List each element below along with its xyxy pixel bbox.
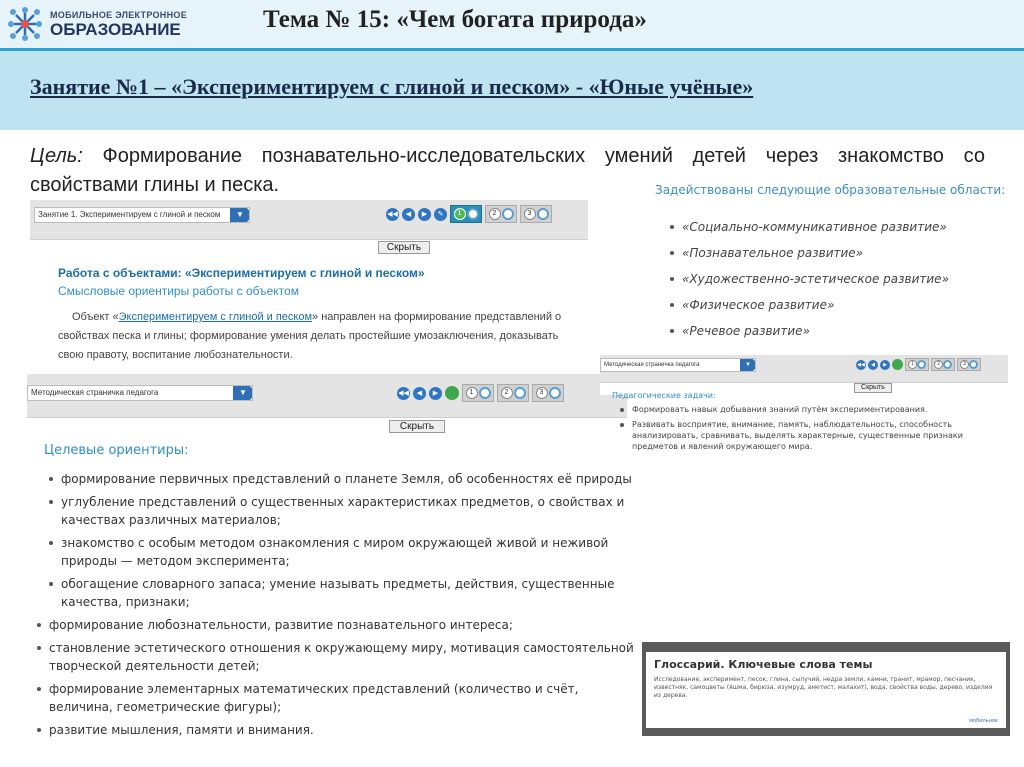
- methodical-select-value: Методическая страничка педагога: [604, 362, 700, 368]
- methodical-page-panel: [27, 374, 629, 434]
- logo-text-top: МОБИЛЬНОЕ ЭЛЕКТРОННОЕ: [50, 10, 188, 20]
- panel-toolbar: [30, 200, 588, 240]
- ring-icon: [943, 360, 952, 369]
- panel-navigation: [856, 358, 981, 371]
- ring-icon: [537, 208, 549, 220]
- methodical-select-value: Методическая страничка педагога: [31, 388, 159, 397]
- topic-title: Тема № 15: «Чем богата природа»: [263, 6, 647, 33]
- list-item: формирование любознательности, развитие познавательного интереса;: [37, 616, 634, 634]
- glossary-text: Исследование, эксперимент, песок, глина, сыпучий, недра земли, камни, гранит, мрамор, песчаник, известняк, самоцветы (яшма, бирюза, изумруд, аметист, малахит), вода, свойства воды, дерево, изделия из дерева.: [654, 676, 993, 699]
- tab-2[interactable]: 2: [497, 384, 529, 402]
- methodical-select[interactable]: [600, 358, 756, 372]
- list-item: «Познавательное развитие»: [670, 240, 949, 266]
- goal-text: Формирование познавательно-исследовательских умений детей через знакомство со свойствами глины и песка.: [30, 145, 985, 196]
- ring-icon: [479, 387, 491, 399]
- tab-2[interactable]: 2: [931, 358, 955, 371]
- lesson-select-value: Занятие 1. Экспериментируем с глиной и песком: [38, 210, 221, 219]
- list-item: знакомство с особым методом ознакомления с миром окружающей живой и неживой природы — методом эксперимента;: [49, 534, 634, 570]
- glossary-title: Глоссарий. Ключевые слова темы: [654, 658, 873, 671]
- panel-toolbar: [600, 355, 1008, 383]
- logo-mark-icon: [6, 5, 44, 43]
- list-item: становление эстетического отношения к окружающему миру, мотивация самостоятельной творческой деятельности детей;: [37, 639, 634, 675]
- glossary-content: [646, 652, 1006, 728]
- list-item: Развивать восприятие, внимание, память, наблюдательность, способность анализировать, сравнивать, выделять характерные, существенные признаки предметов и явлений окружающего мира.: [620, 419, 1010, 452]
- panel-toolbar: [27, 374, 627, 418]
- lesson-select[interactable]: [34, 207, 250, 223]
- edit-icon[interactable]: ✎: [434, 208, 447, 221]
- list-item: обогащение словарного запаса; умение называть предметы, действия, существенные качества, признаки;: [49, 575, 634, 611]
- logo: [6, 5, 206, 43]
- tab-1[interactable]: 1: [462, 384, 494, 402]
- next-page-icon[interactable]: ▶: [880, 360, 890, 370]
- list-item: углубление представлений о существенных характеристиках предметов, о свойствах и качествах различных материалов;: [49, 493, 634, 529]
- slide-header: [0, 0, 1024, 130]
- list-item: формирование первичных представлений о планете Земля, об особенностях её природы: [49, 470, 634, 488]
- list-item: «Художественно-эстетическое развитие»: [670, 266, 949, 292]
- object-link[interactable]: Экспериментируем с глиной и песком: [118, 311, 313, 323]
- hide-button[interactable]: Скрыть: [378, 241, 430, 254]
- first-page-icon[interactable]: ◀◀: [386, 208, 399, 221]
- tab-2[interactable]: 2: [485, 205, 517, 223]
- next-page-icon[interactable]: ▶: [418, 208, 431, 221]
- list-item: «Речевое развитие»: [670, 318, 949, 344]
- tab-3[interactable]: 3: [957, 358, 981, 371]
- status-dot-icon: [445, 386, 459, 400]
- list-item: «Социально-коммуникативное развитие»: [670, 214, 949, 240]
- hide-button[interactable]: Скрыть: [389, 420, 445, 433]
- status-dot-icon: [892, 359, 903, 370]
- ring-icon: [467, 208, 479, 220]
- prev-page-icon[interactable]: ◀: [868, 360, 878, 370]
- objects-heading: Работа с объектами: «Экспериментируем с глиной и песком»: [58, 266, 425, 280]
- first-page-icon[interactable]: ◀◀: [857, 361, 865, 368]
- prev-page-icon[interactable]: ◀: [413, 387, 426, 400]
- target-goals-list: [49, 470, 634, 744]
- tab-3[interactable]: 3: [532, 384, 564, 402]
- lesson-title: Занятие №1 – «Экспериментируем с глиной и песком» - «Юные учёные»: [30, 74, 754, 99]
- first-page-icon[interactable]: ◀◀: [397, 387, 410, 400]
- list-item: «Физическое развитие»: [670, 292, 949, 318]
- areas-heading: Задействованы следующие образовательные области:: [655, 183, 1006, 197]
- next-page-icon[interactable]: ▶: [429, 387, 442, 400]
- glossary-footer: мобильное: [969, 718, 998, 724]
- tab-1[interactable]: 1: [905, 358, 929, 371]
- areas-list: [670, 214, 949, 344]
- pedagogical-tasks-panel: [600, 355, 1010, 395]
- pedagogical-tasks-list: [620, 404, 1010, 456]
- hide-button[interactable]: Скрыть: [854, 383, 892, 393]
- lesson-screenshot-panel: [30, 200, 590, 370]
- logo-text-main: ОБРАЗОВАНИЕ: [50, 20, 181, 39]
- tab-1[interactable]: 1: [450, 205, 482, 223]
- goal-label: Цель:: [30, 145, 83, 167]
- ring-icon: [969, 360, 978, 369]
- chevron-down-icon[interactable]: ▼: [233, 385, 253, 401]
- list-item: развитие мышления, памяти и внимания.: [37, 721, 634, 739]
- prev-page-icon[interactable]: ◀: [402, 208, 415, 221]
- pedagogical-tasks-heading: Педагогические задачи:: [612, 391, 716, 400]
- ring-icon: [549, 387, 561, 399]
- tab-3[interactable]: 3: [520, 205, 552, 223]
- panel-navigation: [386, 205, 552, 223]
- glossary-panel: [642, 642, 1010, 736]
- methodical-select[interactable]: [27, 385, 253, 401]
- ring-icon: [502, 208, 514, 220]
- objects-description: Объект «Экспериментируем с глиной и песком» направлен на формирование представлений о свойствах песка и глины; формирование умения делать простейшие умозаключения, доказывать свою правоту, воспитание любознательности.: [58, 311, 562, 361]
- list-item: Формировать навык добывания знаний путём экспериментирования.: [620, 404, 1010, 415]
- ring-icon: [917, 360, 926, 369]
- objects-subheading: Смысловые ориентиры работы с объектом: [58, 284, 299, 298]
- chevron-down-icon[interactable]: ▼: [740, 358, 756, 372]
- target-goals-heading: Целевые ориентиры:: [44, 443, 189, 458]
- chevron-down-icon[interactable]: ▼: [230, 207, 250, 223]
- header-divider: [0, 48, 1024, 51]
- ring-icon: [514, 387, 526, 399]
- list-item: формирование элементарных математических представлений (количество и счёт, величина, геометрические фигуры);: [37, 680, 634, 716]
- panel-navigation: [397, 384, 564, 402]
